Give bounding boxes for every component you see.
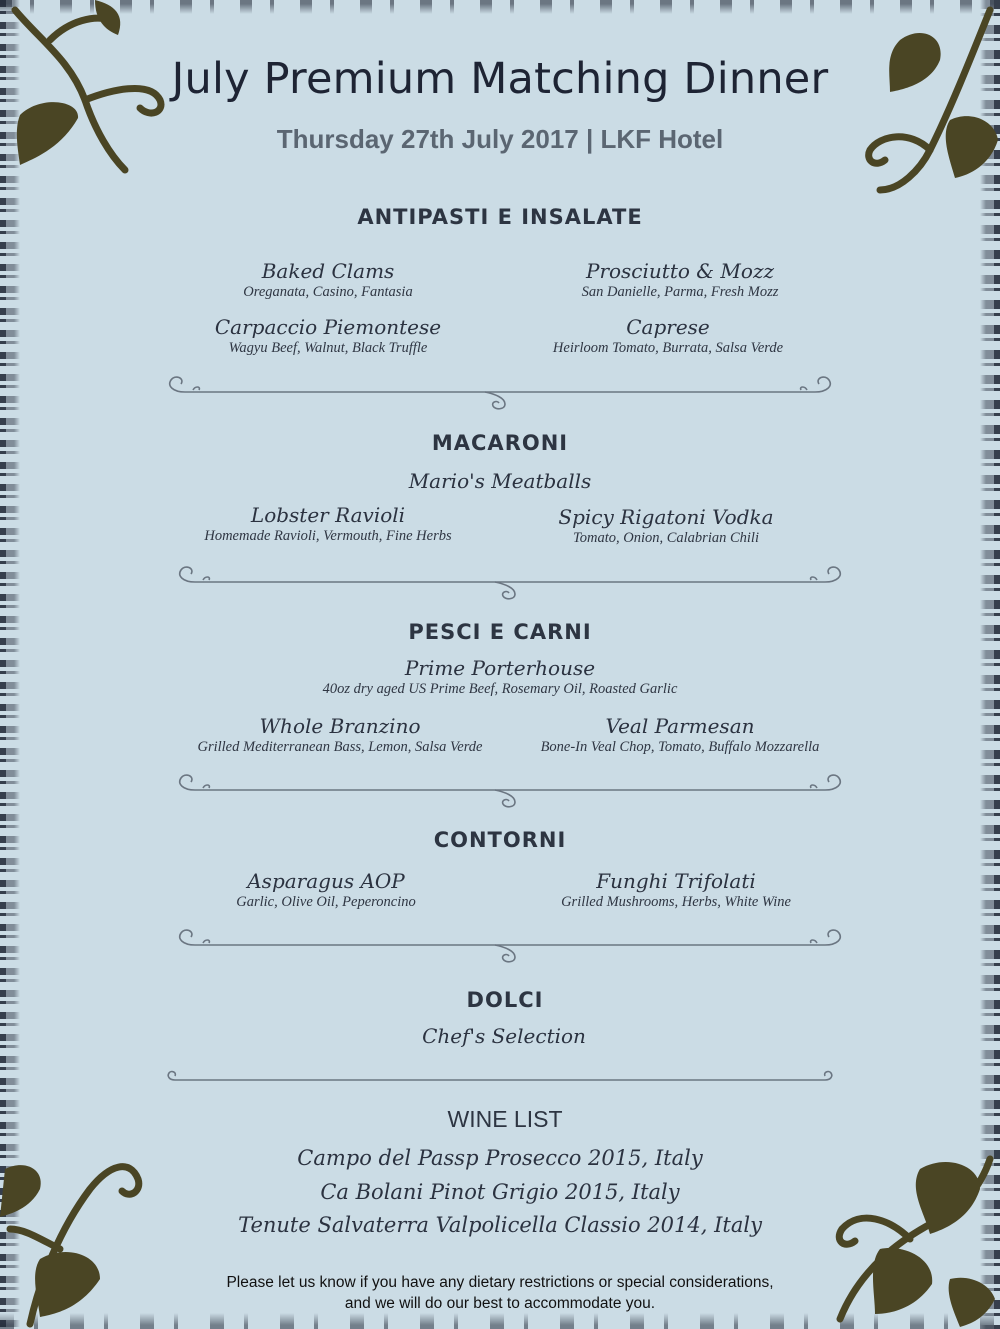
page-title: July Premium Matching Dinner [171, 54, 829, 104]
dietary-note [0, 1272, 1000, 1314]
menu-item-name: Whole Branzino [259, 714, 421, 738]
menu-item-desc: Bone-In Veal Chop, Tomato, Buffalo Mozzarella [540, 739, 820, 755]
menu-item-name: Spicy Rigatoni Vodka [558, 505, 774, 529]
menu-item [128, 259, 528, 301]
menu-item [480, 714, 880, 756]
dietary-note-line: and we will do our best to accommodate you. [344, 1295, 656, 1312]
menu-item-desc: Oreganata, Casino, Fantasia [243, 284, 413, 300]
menu-item-name: Prosciutto & Mozz [585, 259, 775, 283]
dietary-note-line: Please let us know if you have any dietary restrictions or special considerations, [226, 1274, 774, 1291]
wine-item: Tenute Salvaterra Valpolicella Classio 2014, Italy [238, 1213, 762, 1237]
menu-item [466, 505, 866, 547]
menu-item [304, 1024, 704, 1048]
menu-item-name: Asparagus AOP [247, 869, 405, 893]
scroll-divider-icon [175, 562, 845, 602]
menu-item-name: Lobster Ravioli [250, 503, 406, 527]
menu-item-desc: Grilled Mushrooms, Herbs, White Wine [561, 894, 791, 910]
section-heading-macaroni: MACARONI [431, 431, 569, 455]
menu-item-name: Funghi Trifolati [596, 869, 756, 893]
menu-item-desc: 40oz dry aged US Prime Beef, Rosemary Oil, Roasted Garlic [322, 681, 678, 697]
wine-item: Ca Bolani Pinot Grigio 2015, Italy [320, 1180, 680, 1204]
section-heading-wine: WINE LIST [447, 1106, 563, 1132]
scroll-divider-icon [165, 372, 835, 412]
scroll-divider-icon [175, 770, 845, 810]
menu-item [126, 869, 526, 911]
scroll-divider-icon [165, 1064, 835, 1088]
menu-item-desc: Garlic, Olive Oil, Peperoncino [236, 894, 416, 910]
page-subtitle: Thursday 27th July 2017 | LKF Hotel [276, 124, 724, 154]
section-heading-antipasti: ANTIPASTI E INSALATE [357, 205, 643, 229]
menu-item-name: Mario's Meatballs [408, 469, 592, 493]
menu-item-desc: San Danielle, Parma, Fresh Mozz [581, 284, 779, 300]
menu-item-desc: Tomato, Onion, Calabrian Chili [573, 530, 759, 546]
menu-item [468, 315, 868, 357]
menu-item-desc: Grilled Mediterranean Bass, Lemon, Salsa Verde [197, 739, 483, 755]
menu-item-name: Carpaccio Piemontese [214, 315, 442, 339]
section-heading-pesci: PESCI E CARNI [408, 620, 592, 644]
menu-item-name: Prime Porterhouse [404, 656, 596, 680]
section-heading-dolci: DOLCI [466, 988, 544, 1012]
menu-item [200, 656, 800, 698]
menu-item-name: Baked Clams [261, 259, 395, 283]
vine-leaf-icon [840, 0, 1000, 210]
menu-item-desc: Heirloom Tomato, Burrata, Salsa Verde [552, 340, 784, 356]
menu-item-name: Veal Parmesan [605, 714, 755, 738]
scroll-divider-icon [175, 925, 845, 965]
wine-item: Campo del Passp Prosecco 2015, Italy [297, 1146, 703, 1170]
menu-item-desc: Wagyu Beef, Walnut, Black Truffle [228, 340, 428, 356]
menu-item [476, 869, 876, 911]
menu-item [300, 469, 700, 493]
menu-item-name: Caprese [626, 315, 710, 339]
menu-item [480, 259, 880, 301]
section-heading-contorni: CONTORNI [433, 828, 567, 852]
menu-item-name: Chef's Selection [422, 1024, 586, 1048]
menu-item-desc: Homemade Ravioli, Vermouth, Fine Herbs [204, 528, 452, 544]
